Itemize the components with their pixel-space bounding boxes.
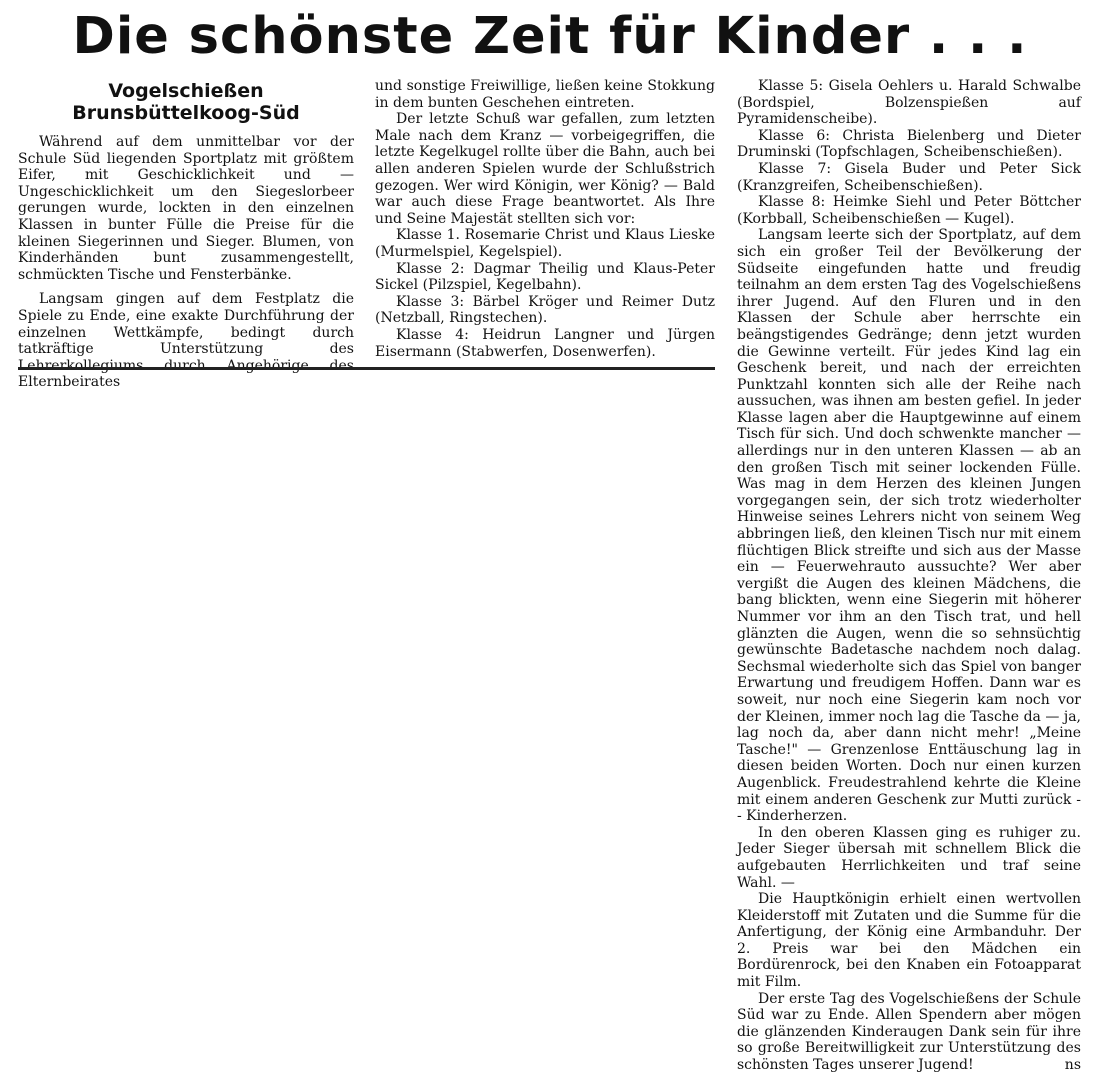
winners-class-8: Klasse 8: Heimke Siehl und Peter Böttcher (Korbball, Scheibenschießen — Kugel).	[737, 194, 1081, 227]
paragraph: und sonstige Freiwillige, ließen keine Stokkung in dem bunten Geschehen eintreten.	[375, 78, 715, 111]
paragraph: Langsam gingen auf dem Festplatz die Spiele zu Ende, eine exakte Durchführung der einzelnen Wettkämpfe, bedingt durch tatkräftige Unterstützung des Lehrerkollegiums durch Angehörige des Elternbeirates	[18, 291, 354, 391]
winners-class-2: Klasse 2: Dagmar Theilig und Klaus-Peter Sickel (Pilzspiel, Kegelbahn).	[375, 260, 715, 294]
winners-class-3: Klasse 3: Bärbel Kröger und Reimer Dutz (Netzball, Ringstechen).	[375, 293, 715, 327]
paragraph: In den oberen Klassen ging es ruhiger zu. Jeder Sieger übersah mit schnellem Blick die aufgebauten Herrlichkeiten und traf seine Wahl. —	[737, 824, 1081, 891]
winners-class-4: Klasse 4: Heidrun Langner und Jürgen Eisermann (Stabwerfen, Dosenwerfen).	[375, 326, 715, 360]
paragraph-closing	[737, 991, 1081, 1074]
subheadline	[18, 80, 354, 124]
article-column-3	[737, 78, 1081, 1074]
paragraph: Der letzte Schuß war gefallen, zum letzten Male nach dem Kranz — vorbeigegriffen, die letzte Kegelkugel rollte über die Bahn, auch bei allen anderen Spielen wurde der Schlußstrich gezogen. Wer wird Königin, wer König? — Bald war auch diese Frage beantwortet. Als Ihre und Seine Majestät stellten sich vor:	[375, 111, 715, 227]
closing-text: Der erste Tag des Vogelschießens der Schule Süd war zu Ende. Allen Spendern aber mögen die glänzenden Kinderaugen Dank sein für ihre so große Bereitwilligkeit zur Unterstützung des schönsten Tages unserer Jugend!	[737, 990, 1081, 1074]
winners-class-5: Klasse 5: Gisela Oehlers u. Harald Schwalbe (Bordspiel, Bolzenspießen auf Pyramidenscheibe).	[737, 78, 1081, 128]
winners-class-1: Klasse 1. Rosemarie Christ und Klaus Lieske (Murmelspiel, Kegelspiel).	[375, 227, 715, 260]
paragraph: Langsam leerte sich der Sportplatz, auf dem sich ein großer Teil der Bevölkerung der Südseite eingefunden hatte und freudig teilnahm an dem ersten Tag des Vogelschießens ihrer Jugend. Auf den Fluren und in den Klassen der Schule aber herrschte ein beängstigendes Gedränge; denn jetzt wurden die Gewinne verteilt. Für jedes Kind lag ein Geschenk bereit, und nach der erreichten Punktzahl konnten sich alle der Reihe nach aussuchen, was ihnen am besten gefiel. In jeder Klasse lagen aber die Hauptgewinne auf einem Tisch für sich. Und doch schwenkte mancher — allerdings nur in den unteren Klassen — ab an den großen Tisch mit seiner lockenden Fülle. Was mag in dem Herzen des kleinen Jungen vorgegangen sein, der sich trotz wiederholter Hinweise seines Lehrers nicht von seinem Weg abbringen ließ, den kleinen Tisch nur mit einem flüchtigen Blick streifte und sich aus der Masse ein — Feuerwehrauto aussuchte? Wer aber vergißt die Augen des kleinen Mädchens, die bang blickten, wenn eine Siegerin mit höherer Nummer vor ihm an den Tisch trat, und hell glänzten die Augen, wenn die so sehnsüchtig gewünschte Badetasche nachdem noch dalag. Sechsmal wiederholte sich das Spiel von banger Erwartung und freudigem Hoffen. Dann war es soweit, nur noch eine Siegerin kam noch vor der Kleinen, immer noch lag die Tasche da — ja, lag noch da, aber dann nicht mehr! „Meine Tasche!" — Grenzenlose Enttäuschung lag in diesen beiden Worten. Doch nur einen kurzen Augenblick. Freudestrahlend kehrte die Kleine mit einem anderen Geschenk zur Mutti zurück - - Kinderherzen.	[737, 227, 1081, 825]
subheadline-line-1: Vogelschießen	[108, 80, 264, 102]
paragraph: Während auf dem unmittelbar vor der Schule Süd liegenden Sportplatz mit größtem Eifer, mit Geschicklichkeit und — Ungeschicklichkeit um den Siegeslorbeer gerungen wurde, lockten in den einzelnen Klassen in bunter Fülle die Preise für die kleinen Siegerinnen und Sieger. Blumen, von Kinderhänden bunt zusammengestellt, schmückten Tische und Fensterbänke.	[18, 134, 354, 283]
author-signature: ns	[1064, 1057, 1081, 1074]
subheadline-line-2: Brunsbüttelkoog-Süd	[72, 102, 300, 124]
paragraph: Die Hauptkönigin erhielt einen wertvollen Kleiderstoff mit Zutaten und die Summe für die Anfertigung, der König eine Armbanduhr. Der 2. Preis war bei den Mädchen ein Bordürenrock, bei den Knaben ein Fotoapparat mit Film.	[737, 891, 1081, 991]
winners-class-7: Klasse 7: Gisela Buder und Peter Sick (Kranzgreifen, Scheibenschießen).	[737, 160, 1081, 194]
column-divider-rule	[18, 367, 715, 370]
article-column-1	[18, 78, 354, 391]
article-column-2	[375, 78, 715, 360]
winners-class-6: Klasse 6: Christa Bielenberg und Dieter Druminski (Topfschlagen, Scheibenschießen).	[737, 127, 1081, 161]
headline: Die schönste Zeit für Kinder . . .	[72, 7, 1028, 66]
